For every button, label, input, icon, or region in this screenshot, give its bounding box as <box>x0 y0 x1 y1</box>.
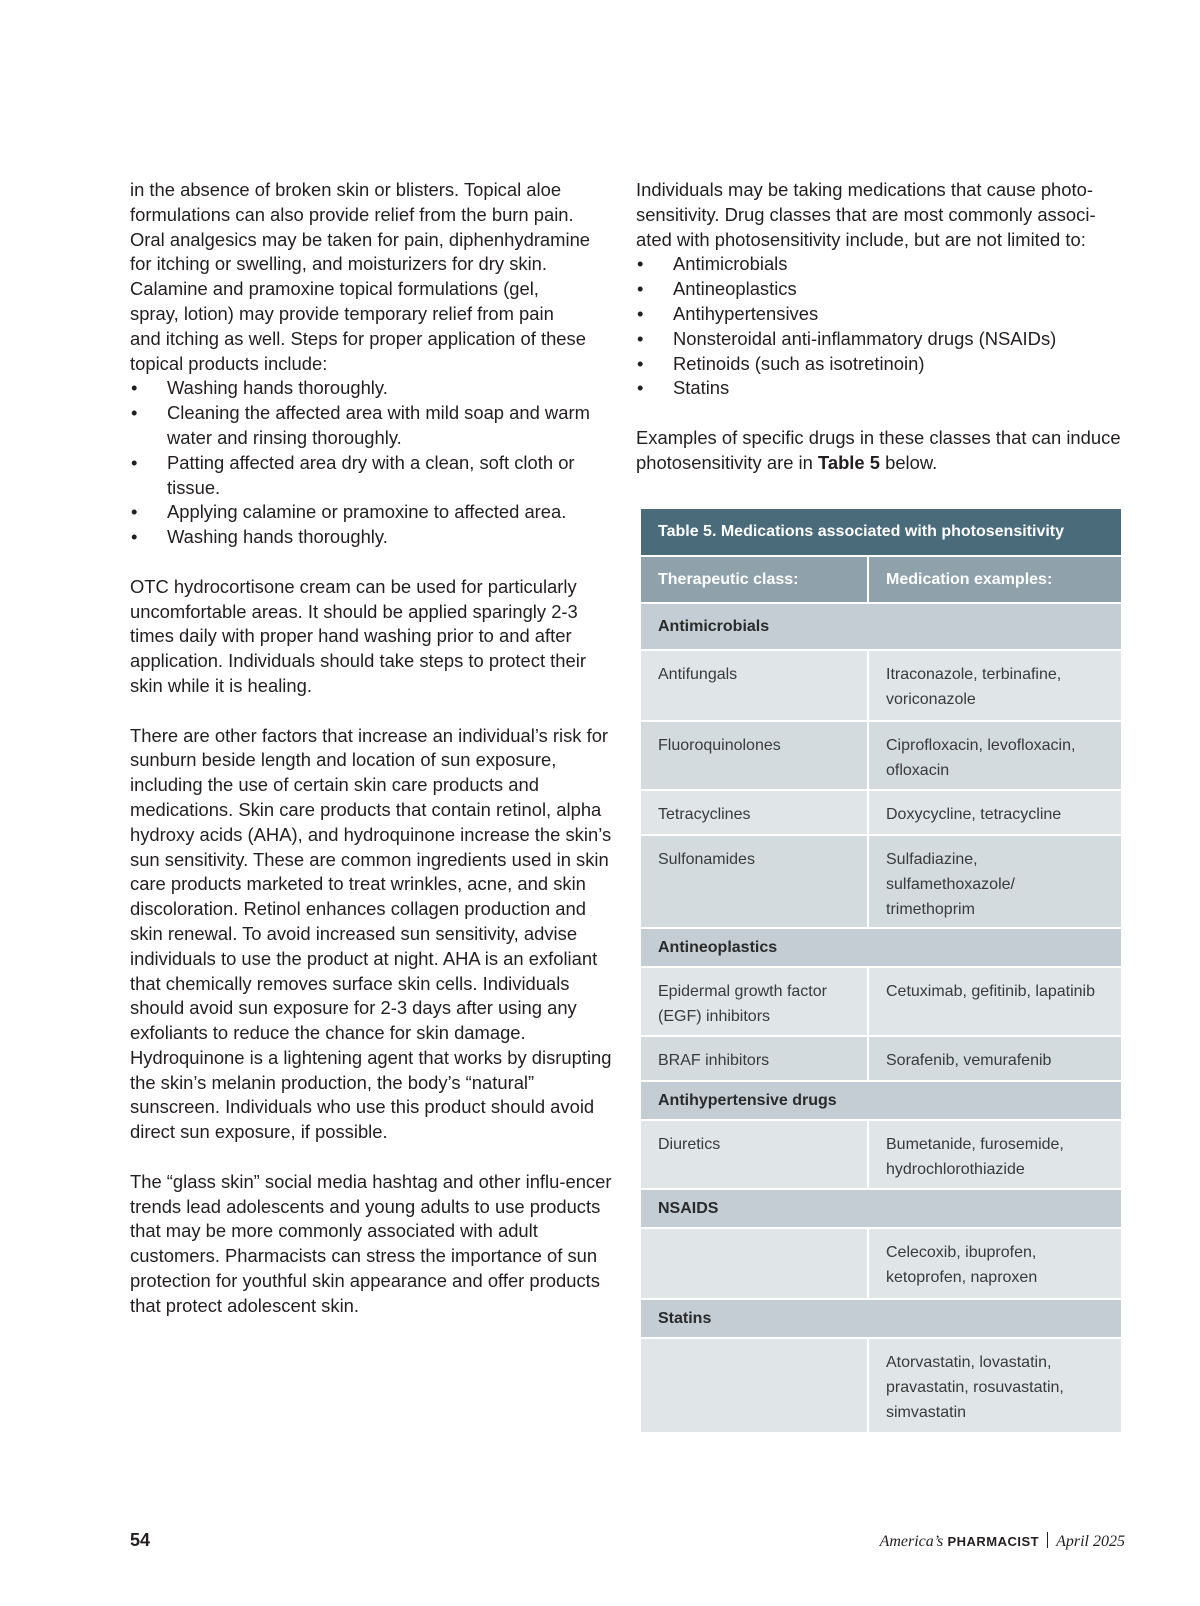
otc-hydrocortisone-paragraph: OTC hydrocortisone cream can be used for particularly uncomfortable areas. It should be applied sparingly 2-3 times daily with proper hand washing prior to and after application. Individuals should take steps to protect their skin while it is healing. <box>130 575 586 696</box>
table-reference-paragraph: Examples of specific drugs in these classes that can induce photosensitivity are in Table 5 below. <box>636 426 1121 473</box>
footer-divider <box>1047 1532 1048 1548</box>
list-item: • Applying calamine or pramoxine to affected area. <box>130 500 617 525</box>
list-item: • Cleaning the affected area with mild soap and warm water and rinsing thoroughly. <box>130 401 617 451</box>
drug-classes-list <box>636 252 1126 401</box>
intro-paragraph <box>130 178 617 376</box>
table-row: Celecoxib, ibuprofen, ketoprofen, naproxen <box>641 1229 1121 1298</box>
category-antihypertensive: Antihypertensive drugs <box>641 1082 1121 1119</box>
table-row: Antifungals Itraconazole, terbinafine, voriconazole <box>641 651 1121 720</box>
text-line: for itching or swelling, and moisturizers for dry skin. <box>130 253 548 275</box>
category-nsaids: NSAIDS <box>641 1190 1121 1227</box>
column-header-medications: Medication examples: <box>869 557 1121 602</box>
list-item: • Patting affected area dry with a clean, soft cloth or tissue. <box>130 451 617 501</box>
text-line: in the absence of broken skin or blisters. Topical aloe <box>130 179 562 200</box>
right-column <box>636 178 1126 476</box>
table-row: Diuretics Bumetanide, furosemide, hydrochlorothiazide <box>641 1121 1121 1188</box>
issue-date: April 2025 <box>1056 1533 1125 1550</box>
column-header-class: Therapeutic class: <box>641 557 867 602</box>
magazine-footer <box>880 1532 1125 1551</box>
list-item: • Antimicrobials <box>636 252 1126 277</box>
text-line: and itching as well. Steps for proper application of these <box>130 327 586 349</box>
magazine-name-caps: PHARMACIST <box>947 1534 1040 1549</box>
list-item: • Washing hands thoroughly. <box>130 525 617 550</box>
table-row: Epidermal growth factor (EGF) inhibitors Cetuximab, gefitinib, lapatinib <box>641 968 1121 1035</box>
category-antimicrobials: Antimicrobials <box>641 604 1121 649</box>
text-line: Calamine and pramoxine topical formulations (gel, <box>130 278 539 300</box>
page-number: 54 <box>130 1530 151 1550</box>
table-reference: Table 5 <box>817 451 880 473</box>
table-row: Sulfonamides Sulfadiazine, sulfamethoxazole/ trimethoprim <box>641 836 1121 927</box>
table-row: Atorvastatin, lovastatin, pravastatin, rosuvastatin, simvastatin <box>641 1339 1121 1432</box>
medications-table <box>641 509 1121 1434</box>
left-column <box>130 178 617 1319</box>
photosensitivity-intro: Individuals may be taking medications that cause photo-sensitivity. Drug classes that are most commonly associ-ated with photosensitivity include, but are not limited to: <box>636 179 1096 250</box>
glass-skin-paragraph: The “glass skin” social media hashtag and other influ-encer trends lead adolescents and young adults to use products that may be more commonly associated with adult customers. Pharmacists can stress the importance of sun protection for youthful skin appearance and offer products that protect adolescent skin. <box>130 1170 612 1316</box>
list-item: • Retinoids (such as isotretinoin) <box>636 352 1126 377</box>
list-item: • Antineoplastics <box>636 277 1126 302</box>
table-header-row <box>641 557 1121 602</box>
risk-factors-paragraph: There are other factors that increase an individual’s risk for sunburn beside length and location of sun exposure, including the use of certain skin care products and medications. Skin care products that contain retinol, alpha hydroxy acids (AHA), and hydroquinone increase the skin’s sun sensitivity. These are common ingredients used in skin care products marketed to treat wrinkles, acne, and skin discoloration. Retinol enhances collagen production and skin renewal. To avoid increased sun sensitivity, advise individuals to use the product at night. AHA is an exfoliant that chemically removes surface skin cells. Individuals should avoid sun exposure for 2-3 days after using any exfoliants to reduce the chance for skin damage. Hydroquinone is a lightening agent that works by disrupting the skin’s melanin production, the body’s “natural” sunscreen. Individuals who use this product should avoid direct sun exposure, if possible. <box>130 724 612 1143</box>
text-line: topical products include: <box>130 352 328 374</box>
text-line: Oral analgesics may be taken for pain, diphenhydramine <box>130 228 591 250</box>
application-steps-list <box>130 376 617 550</box>
text-line: spray, lotion) may provide temporary relief from pain <box>130 302 554 324</box>
text-line: formulations can also provide relief from the burn pain. <box>130 203 574 225</box>
magazine-name-italic: America’s <box>879 1533 944 1550</box>
category-statins: Statins <box>641 1300 1121 1337</box>
category-antineoplastics: Antineoplastics <box>641 929 1121 966</box>
list-item: • Nonsteroidal anti-inflammatory drugs (NSAIDs) <box>636 327 1126 352</box>
table-row: Tetracyclines Doxycycline, tetracycline <box>641 791 1121 834</box>
list-item: • Antihypertensives <box>636 302 1126 327</box>
list-item: • Statins <box>636 376 1126 401</box>
table-row: BRAF inhibitors Sorafenib, vemurafenib <box>641 1037 1121 1080</box>
list-item: • Washing hands thoroughly. <box>130 376 617 401</box>
table-title: Table 5. Medications associated with photosensitivity <box>641 509 1121 555</box>
table-row: Fluoroquinolones Ciprofloxacin, levofloxacin, ofloxacin <box>641 722 1121 789</box>
